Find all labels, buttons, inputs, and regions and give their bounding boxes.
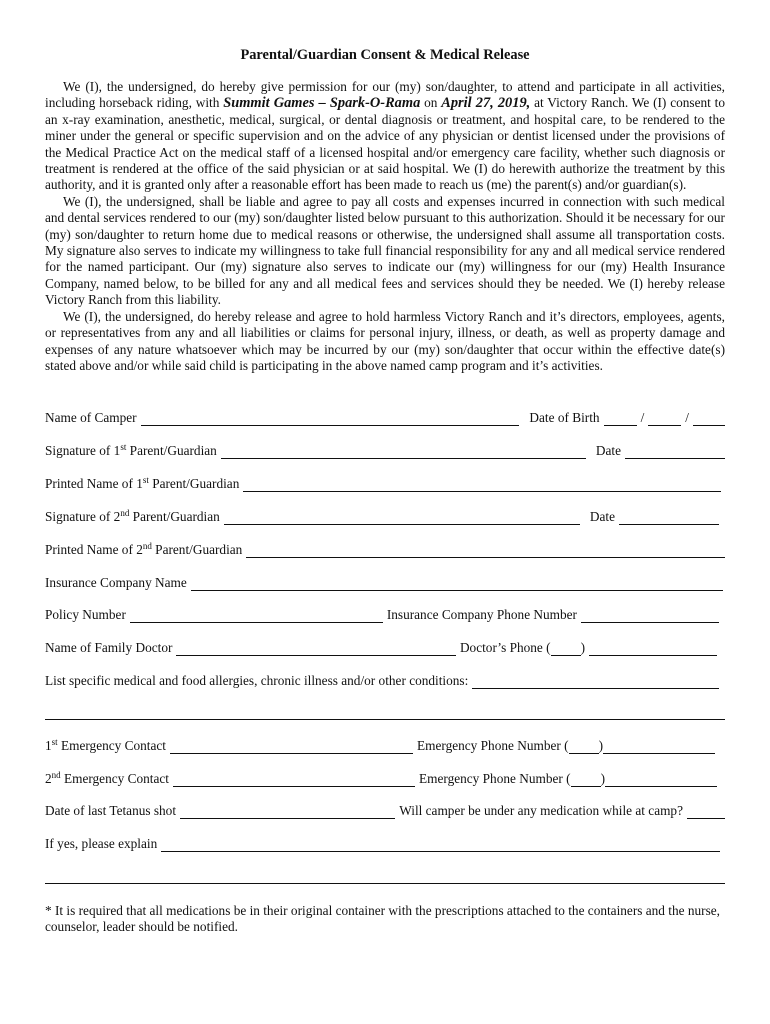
printed2-label — [45, 542, 242, 558]
medication-answer-field[interactable] — [687, 805, 725, 819]
ordinal-suffix: st — [51, 736, 58, 747]
printed1-field[interactable] — [243, 478, 721, 492]
label-text: Emergency Contact — [60, 770, 169, 786]
tetanus-date-field[interactable] — [180, 805, 395, 819]
printed1-label — [45, 476, 239, 492]
emergency1-row — [45, 736, 725, 754]
explain-row — [45, 834, 725, 852]
emergency2-row — [45, 769, 725, 787]
dob-day-field[interactable] — [648, 412, 681, 426]
paren-close: ) — [598, 737, 603, 753]
allergies-field[interactable] — [472, 675, 719, 689]
emergency2-phone-field[interactable] — [605, 773, 717, 787]
signature2-date-field[interactable] — [619, 511, 719, 525]
emergency1-contact-field[interactable] — [170, 740, 413, 754]
insurance-company-label: Insurance Company Name — [45, 574, 187, 590]
printed2-row — [45, 540, 725, 558]
date-label: Date — [595, 442, 621, 458]
insurance-row — [45, 573, 725, 591]
allergies-label: List specific medical and food allergies, chronic illness and/or other conditions: — [45, 672, 469, 688]
event-name: Summit Games – Spark-O-Rama — [223, 95, 421, 112]
label-text: Signature of 2 — [45, 508, 121, 524]
signature2-row — [45, 507, 725, 525]
consent-text — [45, 79, 725, 374]
printed2-field[interactable] — [246, 544, 725, 558]
emergency2-label — [45, 771, 169, 787]
signature1-field[interactable] — [221, 445, 586, 459]
form-title: Parental/Guardian Consent & Medical Release — [240, 47, 530, 63]
label-text: Parent/Guardian — [148, 475, 240, 491]
ordinal-suffix: st — [120, 441, 127, 452]
dob-year-field[interactable] — [693, 412, 725, 426]
label-text: Parent/Guardian — [129, 508, 220, 524]
insurance-phone-field[interactable] — [581, 609, 719, 623]
paragraph-release: We (I), the undersigned, do hereby release and agree to hold harmless Victory Ranch and it’s directors, employees, agents, or representatives from any and all liabilities or claims for personal injury, illness, or death, as well as property damage and expenses of any nature whatsoever which may be incurred by our (my) son/daughter that occur within the effective date(s) stated above and/or while said child is participating in the above named camp program and it’s activities. — [45, 308, 725, 373]
emergency1-label — [45, 738, 166, 754]
ordinal-suffix: nd — [120, 507, 130, 518]
policy-number-label: Policy Number — [45, 606, 126, 622]
family-doctor-label: Name of Family Doctor — [45, 639, 173, 655]
label-text: Emergency Contact — [57, 737, 166, 753]
signature1-label — [45, 443, 217, 459]
dob-separator: / — [640, 409, 645, 425]
family-doctor-field[interactable] — [176, 642, 456, 656]
emergency1-phone-label: Emergency Phone Number ( — [417, 737, 569, 753]
dob-month-field[interactable] — [604, 412, 637, 426]
medication-label: Will camper be under any medication while at camp? — [399, 802, 683, 818]
label-text: 2 — [45, 770, 52, 786]
paragraph-permission — [45, 79, 725, 194]
emergency1-area-code-field[interactable] — [569, 740, 599, 754]
emergency1-phone-field[interactable] — [603, 740, 715, 754]
label-text: Parent/Guardian — [126, 442, 217, 458]
paragraph-text: at Victory Ranch. We (I) consent to an x-ray examination, anesthetic, medical, surgical, or dental diagnosis or treatment, and hospital care, to be rendered to the miner under the general or specific supervision and on the advice of any physician or dentist licensed under the provisions of the Medical Practice Act on the medical staff of a licensed hospital and/or emergency care facility, whether such diagnosis or treatment is rendered at the office of the said physician or at said hospital. We (I) do herewith authorize the treatment by this authority, and it is granted only after a reasonable effort has been made to reach us (me) the parent(s) and/or guardian(s). — [45, 95, 725, 193]
explain-label: If yes, please explain — [45, 835, 158, 851]
paren-close: ) — [580, 639, 585, 655]
doctor-phone-field[interactable] — [589, 642, 717, 656]
date-label: Date — [589, 508, 615, 524]
ordinal-suffix: nd — [51, 769, 61, 780]
label-text: 1 — [45, 737, 52, 753]
event-date: April 27, 2019, — [441, 95, 531, 112]
paragraph-liability: We (I), the undersigned, shall be liable and agree to pay all costs and expenses incurred in connection with such medical and dental services rendered to our (my) son/daughter listed below pursuant to this authorization. Should it be necessary for our (my) son/daughter to return home due to medical reasons or otherwise, the undersigned shall assume all transportation costs. My signature also serves to indicate my willingness to take full financial responsibility for any and all medical service rendered for the named participant. Our (my) signature also serves to indicate our (my) willingness for our (my) Health Insurance Company, named below, to be billed for any and all medical fees and services should they be needed. We (I) hereby release Victory Ranch from this liability. — [45, 193, 725, 308]
doctor-phone-label: Doctor’s Phone ( — [459, 639, 551, 655]
medication-note: * It is required that all medications be in their original container with the prescriptions attached to the containers and the nurse, counselor, leader should be notified. — [45, 903, 720, 935]
camper-row — [45, 408, 725, 426]
allergies-row — [45, 671, 725, 689]
tetanus-label: Date of last Tetanus shot — [45, 802, 177, 818]
ordinal-suffix: st — [142, 474, 149, 485]
doctor-row — [45, 638, 725, 656]
insurance-phone-label: Insurance Company Phone Number — [386, 606, 577, 622]
policy-row — [45, 605, 725, 623]
camper-name-field[interactable] — [141, 412, 520, 426]
insurance-company-field[interactable] — [191, 577, 723, 591]
printed1-row — [45, 474, 725, 492]
label-text: Printed Name of 2 — [45, 541, 143, 557]
tetanus-row — [45, 801, 725, 819]
signature2-label — [45, 509, 220, 525]
ordinal-suffix: nd — [142, 540, 152, 551]
camper-name-label: Name of Camper — [45, 409, 137, 425]
doctor-area-code-field[interactable] — [551, 642, 581, 656]
signature2-field[interactable] — [224, 511, 580, 525]
dob-label: Date of Birth — [529, 409, 600, 425]
emergency2-contact-field[interactable] — [173, 773, 415, 787]
signature1-row — [45, 441, 725, 459]
label-text: Parent/Guardian — [151, 541, 243, 557]
paren-close: ) — [600, 770, 605, 786]
emergency2-phone-label: Emergency Phone Number ( — [419, 770, 571, 786]
policy-number-field[interactable] — [130, 609, 383, 623]
label-text: Printed Name of 1 — [45, 475, 143, 491]
emergency2-area-code-field[interactable] — [571, 773, 601, 787]
allergies-field-line2[interactable] — [45, 719, 725, 720]
explain-field[interactable] — [161, 838, 720, 852]
dob-separator: / — [685, 409, 689, 425]
paragraph-text: We (I), the undersigned, do hereby give permission for our (my) son/daughter, to attend and participate in all activities, including horseback riding, with — [45, 79, 725, 111]
explain-field-line2[interactable] — [45, 883, 725, 884]
signature1-date-field[interactable] — [625, 445, 725, 459]
label-text: Signature of 1 — [45, 442, 121, 458]
paragraph-text: on — [420, 95, 442, 111]
